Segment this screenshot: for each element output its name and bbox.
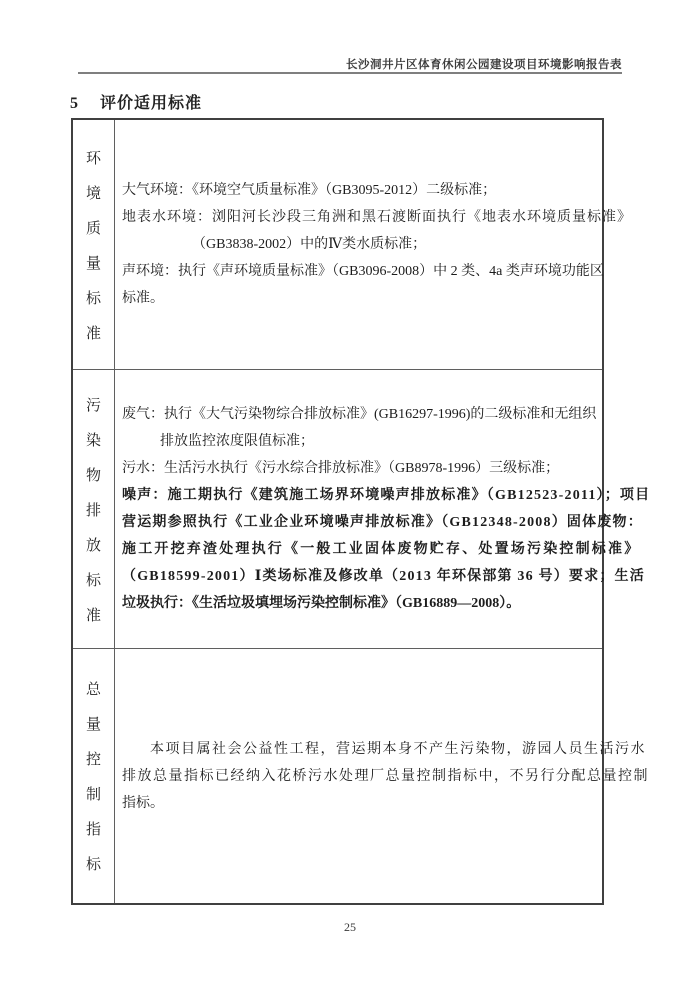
label-char: 准 <box>85 325 101 342</box>
text-line: 大气环境：《环境空气质量标准》（GB3095-2012）二级标准； <box>122 183 497 198</box>
label-char: 环 <box>85 150 101 167</box>
header-rule <box>78 72 622 74</box>
label-char: 标 <box>85 857 101 873</box>
label-char: 排 <box>85 502 101 519</box>
table-row-total-control <box>73 648 649 903</box>
text-line: 施工开挖弃渣处理执行《一般工业固体废物贮存、处置场污染控制标准》 <box>122 542 641 557</box>
section-title: 评价适用标准 <box>100 95 203 112</box>
text-line: （GB18599-2001）Ⅰ类场标准及修改单（2013 年环保部第 36 号）要求；生活 <box>122 569 645 584</box>
text-line: 本项目属社会公益性工程，营运期本身不产生污染物，游园人员生活污水 <box>150 741 646 757</box>
label-char: 控 <box>85 752 101 768</box>
label-char: 量 <box>85 255 101 272</box>
label-char: 境 <box>85 185 101 202</box>
label-char: 量 <box>85 717 101 733</box>
text-line: 污水：生活污水执行《污水综合排放标准》（GB8978-1996）三级标准； <box>122 461 560 476</box>
text-line: 排放总量指标已经纳入花桥污水处理厂总量控制指标中，不另行分配总量控制 <box>122 768 649 784</box>
running-header: 长沙洞井片区体育休闲公园建设项目环境影响报告表 <box>346 59 622 71</box>
text-line: 垃圾执行：《生活垃圾填埋场污染控制标准》（GB16889—2008）。 <box>122 596 521 611</box>
text-line: 废气：执行《大气污染物综合排放标准》(GB16297-1996)的二级标准和无组织 <box>122 407 597 422</box>
row-label-environment-quality <box>73 120 115 369</box>
table-row-pollutant-discharge <box>73 369 651 648</box>
label-char: 标 <box>85 572 101 589</box>
row-label-pollutant-discharge <box>73 370 115 648</box>
label-char: 制 <box>85 787 101 803</box>
text-line: 营运期参照执行《工业企业环境噪声排放标准》（GB12348-2008）固体废物： <box>122 515 643 530</box>
text-line: 声环境：执行《声环境质量标准》（GB3096-2008）中 2 类、4a 类声环境功能区 <box>122 264 604 279</box>
text-line: 指标。 <box>122 795 164 811</box>
text-line: （GB3838-2002）中的Ⅳ类水质标准； <box>192 237 427 252</box>
section-heading <box>70 90 202 113</box>
text-line: 标准。 <box>122 291 164 306</box>
table-row-environment-quality <box>73 120 632 369</box>
label-char: 放 <box>85 537 101 554</box>
text-line: 排放监控浓度限值标准； <box>160 434 314 449</box>
label-char: 污 <box>85 397 101 414</box>
label-char: 物 <box>85 467 101 484</box>
text-line: 噪声：施工期执行《建筑施工场界环境噪声排放标准》（GB12523-2011）；项目 <box>122 488 651 503</box>
standards-table <box>71 118 651 905</box>
row-content-pollutant-discharge <box>115 370 651 648</box>
row-content-environment-quality <box>115 120 632 369</box>
label-char: 总 <box>85 682 101 698</box>
row-label-total-control <box>73 649 115 903</box>
label-char: 准 <box>85 607 101 624</box>
text-line: 地表水环境：浏阳河长沙段三角洲和黑石渡断面执行《地表水环境质量标准》 <box>122 210 632 225</box>
section-number: 5 <box>70 95 78 112</box>
label-char: 标 <box>85 290 101 307</box>
row-content-total-control <box>115 649 649 903</box>
label-char: 染 <box>85 432 101 449</box>
label-char: 质 <box>85 220 101 237</box>
page-number: 25 <box>344 920 356 934</box>
label-char: 指 <box>85 822 101 838</box>
